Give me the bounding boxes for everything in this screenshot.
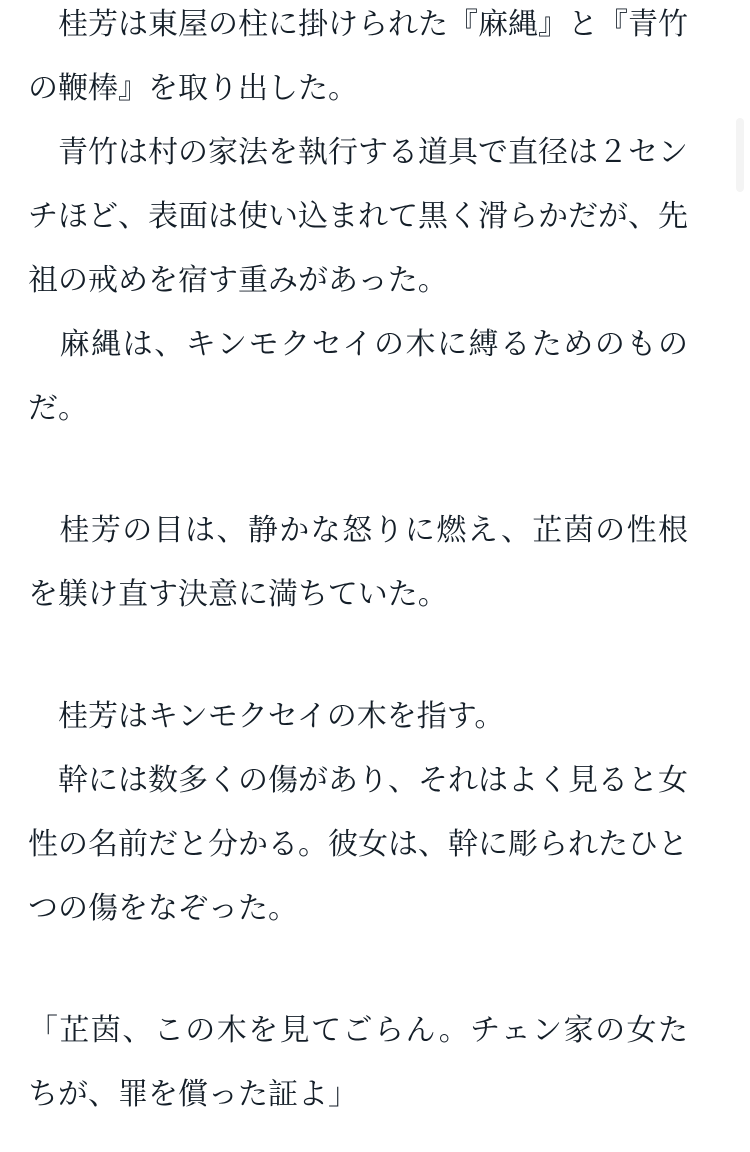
paragraph: 幹には数多くの傷があり、それはよく見ると女性の名前だと分かる。彼女は、幹に彫られたひとつの傷をなぞった。 [28, 764, 688, 925]
novel-text [28, 0, 688, 1127]
paragraph: 「芷茵、この木を見てごらん。チェン家の女たちが、罪を償った証よ」 [28, 1014, 688, 1111]
paragraph-break [28, 441, 688, 499]
paragraph: 桂芳はキンモクセイの木を指す。 [28, 700, 505, 733]
paragraph: 桂芳の目は、静かな怒りに燃え、芷茵の性根を躾け直す決意に満ちていた。 [28, 514, 688, 611]
paragraph: 桂芳は東屋の柱に掛けられた『麻縄』と『青竹の鞭棒』を取り出した。 [28, 8, 688, 105]
paragraph-break [28, 627, 688, 685]
paragraph-break [28, 941, 688, 999]
paragraph: 麻縄は、キンモクセイの木に縛るためのものだ。 [28, 328, 688, 425]
paragraph: 青竹は村の家法を執行する道具で直径は２センチほど、表面は使い込まれて黒く滑らかだが、先祖の戒めを宿す重みがあった。 [28, 136, 688, 297]
scrollbar-thumb[interactable] [736, 118, 744, 192]
